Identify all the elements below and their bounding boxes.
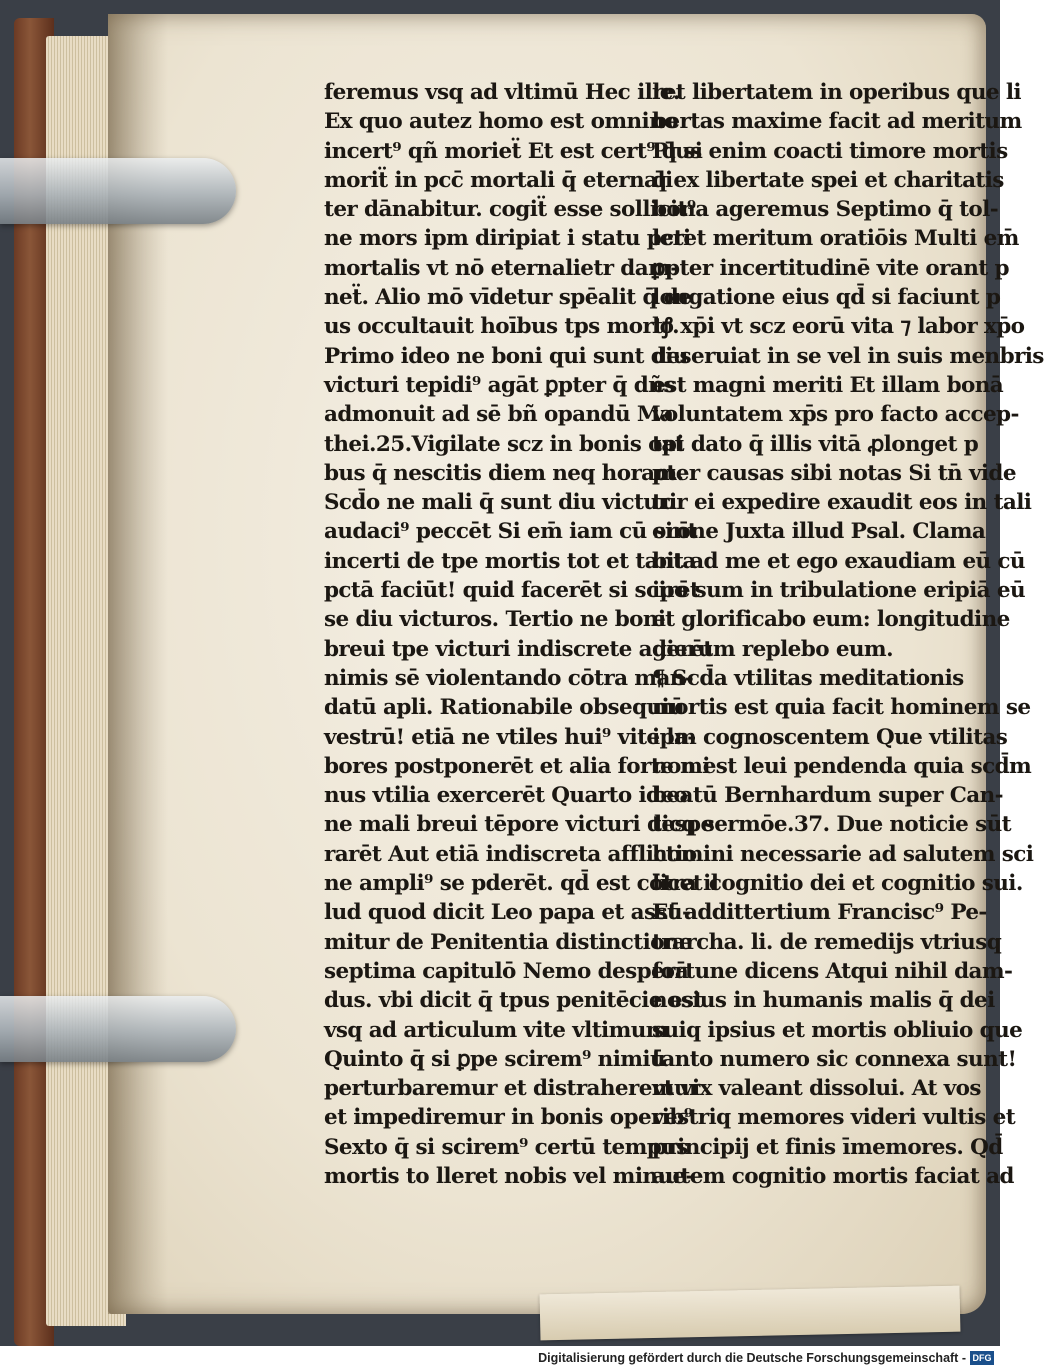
text-line: perturbaremur et distraheremur bbox=[324, 1076, 700, 1102]
text-line: bus q̄ nescitis diem neq horam. bbox=[324, 460, 684, 486]
text-line: ipm cognoscentem Que vtilitas bbox=[652, 724, 1008, 750]
text-line: neẗ. Alio mō vīdetur spēalit q̄ de bbox=[324, 285, 692, 311]
text-line: dierum replebo eum. bbox=[652, 636, 893, 662]
text-line: nus vtilia exercerēt Quarto ideo bbox=[324, 783, 688, 809]
text-line: et impediremur in bonis operib⁹ bbox=[324, 1105, 693, 1131]
text-line: ticq sermōe.37. Due noticie sūt bbox=[652, 812, 1011, 838]
text-line: rarēt Aut etiā indiscreta afflictio bbox=[324, 841, 697, 867]
text-line: lud quod dicit Leo papa et assū- bbox=[324, 900, 691, 926]
text-line: licet cognitio dei et cognitio sui. bbox=[652, 871, 1023, 897]
text-line: q̄ ex libertate spei et charitatis bbox=[652, 167, 1004, 193]
text-line: fortune dicens Atqui nihil dam- bbox=[652, 958, 1013, 984]
text-line: Primo ideo ne boni qui sunt diu bbox=[324, 343, 688, 369]
footer-bar bbox=[0, 1346, 1000, 1370]
text-line: Scd̄o ne mali q̄ sunt diu victuri bbox=[324, 490, 677, 516]
text-column-left bbox=[324, 78, 719, 1191]
text-line: principij et finis īmemores. Qd̄ bbox=[652, 1134, 1003, 1160]
text-line: trarcha. li. de remedijs vtriusq bbox=[652, 929, 1002, 955]
text-line: Quinto q̄ si ꝑpe scirem⁹ nimiū bbox=[324, 1046, 666, 1072]
text-line: us occultauit hoībus tps mortꝭ. bbox=[324, 314, 679, 340]
glass-clip-top bbox=[0, 158, 236, 224]
text-line: pter causas sibi notas Si tn̄ vide bbox=[652, 460, 1016, 486]
text-line: vestriq memores videri vultis et bbox=[652, 1105, 1016, 1131]
text-line: pctā faciūt! quid facerēt si scirēt bbox=[324, 578, 700, 604]
text-line: ne mali breui tēpore victuri despe bbox=[324, 812, 714, 838]
text-line: Plus enim coacti timore mortis bbox=[652, 138, 1008, 164]
text-line: ter dānabitur. cogiẗ esse sollicit⁹ bbox=[324, 197, 696, 223]
text-line: suiq ipsius et mortis obliuio que bbox=[652, 1017, 1023, 1043]
text-line: nimis sē violentando cōtra man- bbox=[324, 665, 694, 691]
digitization-credit: Digitalisierung gefördert durch die Deutsche Forschungsgemeinschaft - bbox=[538, 1351, 966, 1365]
text-line: dus. vbi dicit q̄ tpus penitēcie est bbox=[324, 988, 703, 1014]
text-line: victuri tepidi⁹ agāt ꝑpter q̄ dñs bbox=[324, 372, 675, 398]
text-line: bona ageremus Septimo q̄ tol- bbox=[652, 197, 999, 223]
text-line: bores postponerēt et alia forte mi bbox=[324, 753, 710, 779]
text-line: et glorificabo eum: longitudine bbox=[652, 607, 1010, 633]
text-line: vestrū! etiā ne vtiles hui⁹ vite la- bbox=[324, 724, 696, 750]
text-line: bit ad me et ego exaudiam eū cū bbox=[652, 548, 1025, 574]
text-line: non est leui pendenda quia scd̄m bbox=[652, 753, 1032, 779]
text-line: incerti de tpe mortis tot et tanta bbox=[324, 548, 696, 574]
text-line: incert⁹ qñ morieẗ Et est cert⁹ q̄ si bbox=[324, 138, 703, 164]
text-line: bertas maxime facit ad meritum bbox=[652, 109, 1022, 135]
text-line: mortis est quia facit hominem se bbox=[652, 695, 1031, 721]
text-line: lo xp̄i vt scz eorū vita ⁊ labor xp̄o bbox=[652, 314, 1025, 340]
text-line: est magni meriti Et illam bonā bbox=[652, 372, 1004, 398]
text-line: ipo sum in tribulatione eripiā eū bbox=[652, 578, 1026, 604]
text-line: feremus vsq ad vltimū Hec ille. bbox=[324, 80, 680, 105]
text-line: ne ampli⁹ se pderēt. qd̄ est cōtra il bbox=[324, 871, 719, 897]
text-line: ne mors ipm diripiat i statu pcti bbox=[324, 226, 691, 252]
text-line: leret meritum oratiōis Multi em̄ bbox=[652, 226, 1019, 252]
text-line: vt vix valeant dissolui. At vos bbox=[652, 1076, 981, 1102]
text-line: mortis to lleret nobis vel minue- bbox=[324, 1163, 694, 1189]
text-line: breui tpe victuri indiscrete agerēt bbox=[324, 636, 713, 662]
text-line: nosius in humanis malis q̄ dei bbox=[652, 988, 995, 1014]
text-line: moriẗ in pcc̄ mortali q̄ eternali bbox=[324, 167, 673, 193]
text-line: deseruiat in se vel in suis menbris bbox=[652, 343, 1044, 369]
text-line: tur ei expedire exaudit eos in tali bbox=[652, 490, 1032, 516]
text-line: Sexto q̄ si scirem⁹ certū tempus bbox=[324, 1134, 688, 1160]
text-line: tanto numero sic connexa sunt! bbox=[652, 1046, 1017, 1072]
text-line: septima capitulō Nemo desperā bbox=[324, 958, 689, 984]
text-line: ret libertatem in operibus que li bbox=[652, 80, 1021, 105]
text-line: orōne Juxta illud Psal. Clama bbox=[652, 519, 986, 545]
text-line: autem cognitio mortis faciat ad bbox=[652, 1163, 1014, 1189]
text-line: thei.25.Vigilate scz in bonis opi bbox=[324, 431, 684, 457]
dfg-logo: DFG bbox=[970, 1351, 994, 1365]
text-column-right bbox=[652, 78, 1044, 1191]
text-line: audaci⁹ peccēt Si em̄ iam cū sint bbox=[324, 519, 697, 545]
text-line: admonuit ad sē bñ opandū Ma bbox=[324, 402, 674, 428]
text-line: mortalis vt nō eternalietr dam- bbox=[324, 255, 679, 281]
glass-clip-bottom bbox=[0, 996, 236, 1062]
text-line: ꝑpter incertitudinē vite orant p bbox=[652, 255, 1009, 281]
text-line: longatione eius qd̄ si faciunt p bbox=[652, 285, 1001, 311]
text-line: datū apli. Rationabile obsequiū bbox=[324, 695, 685, 721]
paper-slip bbox=[540, 1286, 961, 1341]
text-line: se diu victuros. Tertio ne boni bbox=[324, 607, 666, 633]
text-line: vsq ad articulum vite vltimum bbox=[324, 1017, 668, 1043]
text-line: ¶ Scd̄a vtilitas meditationis bbox=[652, 665, 964, 691]
text-line: mitur de Penitentia distinctione bbox=[324, 929, 692, 955]
text-line: tat dato q̄ illis vitā ꝓlonget p bbox=[652, 431, 979, 457]
text-line: beatū Bernhardum super Can- bbox=[652, 783, 1003, 809]
text-line: voluntatem xp̄s pro facto accep- bbox=[652, 402, 1019, 428]
text-line: homini necessarie ad salutem sci bbox=[652, 841, 1034, 867]
text-line: Ex quo autez homo est omnino bbox=[324, 109, 678, 135]
text-line: Et addittertium Francisc⁹ Pe- bbox=[652, 900, 987, 926]
